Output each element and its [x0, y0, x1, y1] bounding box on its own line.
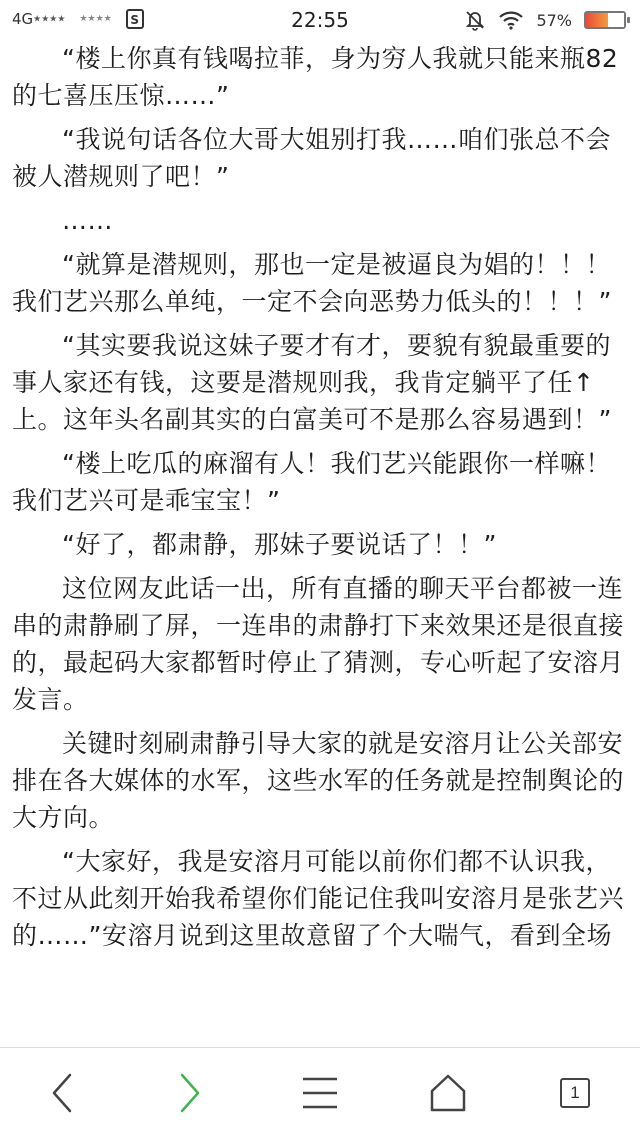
mute-alarm-icon [464, 9, 486, 31]
menu-button[interactable] [280, 1048, 360, 1138]
wifi-icon [498, 10, 524, 30]
signal-strength-1: ★★★★ [33, 14, 66, 25]
menu-icon [300, 1075, 340, 1111]
battery-icon [584, 11, 626, 29]
clock: 22:55 [291, 8, 349, 32]
paragraph: 这位网友此话一出，所有直播的聊天平台都被一连串的肃静刷了屏，一连串的肃静打下来效果还是很直接的，最起码大家都暂时停止了猜测，专心听起了安溶月发言。 [12, 574, 625, 714]
status-bar [0, 0, 640, 42]
tabs-button[interactable] [535, 1048, 615, 1138]
tab-count-badge: 1 [560, 1078, 590, 1108]
app-notification-icon: S [126, 9, 144, 29]
forward-button[interactable] [150, 1048, 230, 1138]
network-type: 4G [12, 10, 34, 28]
home-icon [428, 1073, 468, 1113]
paragraph: “好了，都肃静，那妹子要说话了！！” [62, 530, 497, 559]
reader-content[interactable] [12, 40, 628, 954]
battery-empty-portion [608, 13, 624, 27]
chevron-left-icon [42, 1071, 82, 1115]
home-button[interactable] [408, 1048, 488, 1138]
browser-toolbar [0, 1047, 640, 1138]
back-button[interactable] [22, 1048, 102, 1138]
signal-strength-2: ★★★★ [79, 14, 112, 24]
status-right [464, 9, 626, 31]
battery-percent: 57% [536, 10, 572, 30]
paragraph: “大家好，我是安溶月可能以前你们都不认识我，不过从此刻开始我希望你们能记住我叫安溶月是张艺兴的……”安溶月说到这里故意留了个大喘气，看到全场 [12, 847, 625, 950]
paragraph: “就算是潜规则，那也一定是被逼良为娼的！！！我们艺兴那么单纯，一定不会向恶势力低头的！！！” [12, 250, 612, 316]
paragraph: …… [62, 206, 113, 235]
paragraph: “楼上你真有钱喝拉菲，身为穷人我就只能来瓶82的七喜压压惊……” [12, 44, 619, 110]
paragraph: “我说句话各位大哥大姐别打我……咱们张总不会被人潜规则了吧！” [12, 125, 611, 191]
paragraph: “楼上吃瓜的麻溜有人！我们艺兴能跟你一样嘛！我们艺兴可是乖宝宝！” [12, 449, 611, 515]
paragraph: 关键时刻刷肃静引导大家的就是安溶月让公关部安排在各大媒体的水军，这些水军的任务就是控制舆论的大方向。 [12, 729, 625, 832]
chevron-right-icon [170, 1071, 210, 1115]
paragraph: “其实要我说这妹子要才有才，要貌有貌最重要的事人家还有钱，这要是潜规则我，我肯定躺平了任↑上。这年头名副其实的白富美可不是那么容易遇到！” [12, 331, 612, 434]
